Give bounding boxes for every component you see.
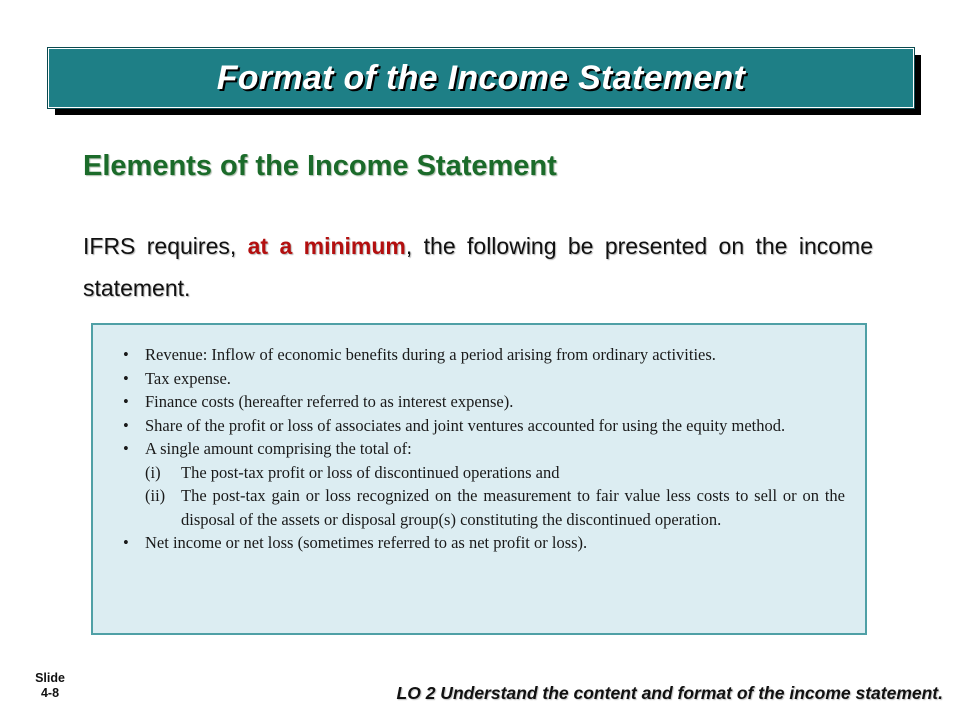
bullet-icon: • — [123, 368, 129, 388]
slide-word: Slide — [35, 671, 65, 685]
bullet-icon: • — [123, 439, 129, 458]
intro-emphasis: at a minimum — [247, 233, 406, 259]
intro-paragraph — [83, 225, 873, 309]
bullet-icon: • — [123, 533, 129, 552]
list-item-text: Tax expense. — [145, 368, 231, 388]
learning-objective: LO 2 Understand the content and format of the income statement. — [396, 683, 943, 703]
slide-number: 4-8 — [40, 686, 60, 700]
intro-text-after: , the following be presented on the income statement. — [83, 233, 874, 301]
list-item — [123, 437, 845, 531]
sub-item — [145, 484, 845, 531]
intro-text-before: IFRS requires, — [83, 233, 248, 259]
list-item — [123, 390, 845, 414]
requirements-list — [123, 343, 845, 555]
bullet-icon: • — [123, 392, 129, 411]
list-item-text: Net income or net loss (sometimes referred to as net profit or loss). — [145, 533, 588, 552]
list-item — [123, 531, 845, 555]
list-item-text: Revenue: Inflow of economic benefits during a period arising from ordinary activities. — [145, 345, 716, 364]
bullet-icon: • — [123, 415, 129, 435]
sub-item-text: The post-tax gain or loss recognized on the measurement to fair value less costs to sell or on the disposal of the assets or disposal group(s) constituting the discontinued operation. — [181, 486, 845, 529]
title-banner — [48, 48, 914, 108]
sub-item-text: The post-tax profit or loss of discontinued operations and — [181, 462, 560, 482]
list-item-text: A single amount comprising the total of: — [145, 439, 412, 458]
list-item — [123, 343, 845, 367]
list-item — [123, 414, 845, 438]
sub-item-number: (ii) — [145, 486, 166, 505]
section-heading: Elements of the Income Statement — [83, 150, 557, 182]
sub-item-number: (i) — [145, 462, 161, 482]
list-item-text: Finance costs (hereafter referred to as interest expense). — [145, 392, 514, 411]
list-item-text: Share of the profit or loss of associates and joint ventures accounted for using the equity method. — [145, 415, 786, 435]
slide-title: Format of the Income Statement — [216, 58, 746, 97]
list-item — [123, 367, 845, 391]
sub-item — [145, 461, 845, 485]
slide-number-label — [30, 671, 70, 701]
bullet-icon: • — [123, 345, 129, 364]
